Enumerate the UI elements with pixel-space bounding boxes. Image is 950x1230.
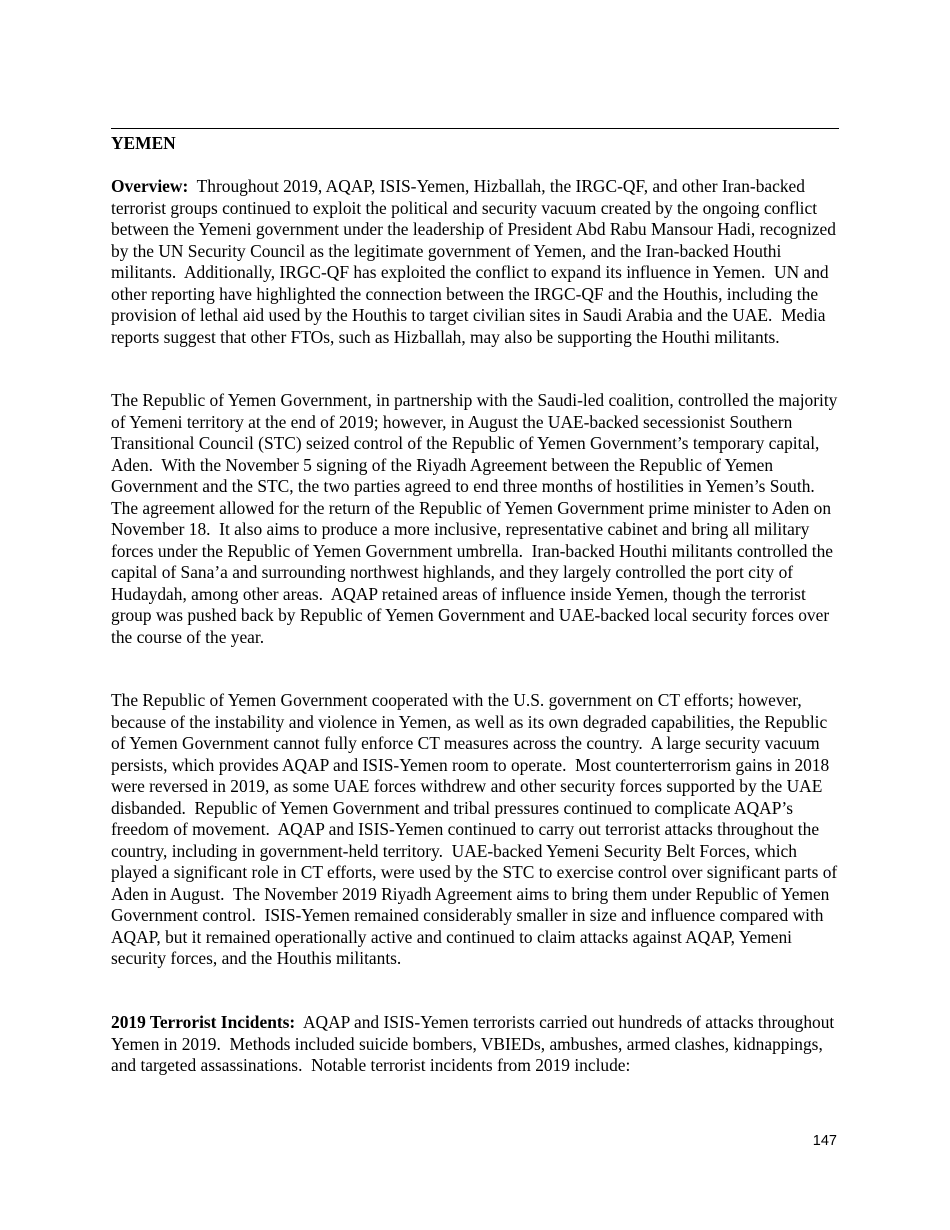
section-title: YEMEN bbox=[111, 133, 176, 153]
control-paragraph: The Republic of Yemen Government, in partnership with the Saudi-led coalition, controlled the majority of Yemeni territory at the end of 2019; however, in August the UAE-backed secessionist Southern Transitional Council (STC) seized control of the Republic of Yemen Government’s temporary capital, Aden. With the November 5 signing of the Riyadh Agreement between the Republic of Yemen Government and the STC, the two parties agreed to end three months of hostilities in Yemen’s South. The agreement allowed for the return of the Republic of Yemen Government prime minister to Aden on November 18. It also aims to produce a more inclusive, representative cabinet and bring all military forces under the Republic of Yemen Government umbrella. Iran-backed Houthi militants controlled the capital of Sana’a and surrounding northwest highlands, and they largely controlled the port city of Hudaydah, among other areas. AQAP retained areas of influence inside Yemen, though the terrorist group was pushed back by Republic of Yemen Government and UAE-backed local security forces over the course of the year. bbox=[111, 390, 842, 647]
cooperation-paragraph: The Republic of Yemen Government cooperated with the U.S. government on CT efforts; however, because of the instability and violence in Yemen, as well as its own degraded capabilities, the Republic of Yemen Government cannot fully enforce CT measures across the country. A large security vacuum persists, which provides AQAP and ISIS-Yemen room to operate. Most counterterrorism gains in 2018 were reversed in 2019, as some UAE forces withdrew and other security forces supported by the UAE disbanded. Republic of Yemen Government and tribal pressures continued to complicate AQAP’s freedom of movement. AQAP and ISIS-Yemen continued to carry out terrorist attacks throughout the country, including in government-held territory. UAE-backed Yemeni Security Belt Forces, which played a significant role in CT efforts, were used by the STC to exercise control over significant parts of Aden in August. The November 2019 Riyadh Agreement aims to bring them under Republic of Yemen Government control. ISIS-Yemen remained considerably smaller in size and influence compared with AQAP, but it remained operationally active and continued to claim attacks against AQAP, Yemeni security forces, and the Houthis militants. bbox=[111, 690, 841, 968]
section-divider bbox=[111, 128, 839, 129]
overview-text: Throughout 2019, AQAP, ISIS-Yemen, Hizballah, the IRGC-QF, and other Iran-backed terrorist groups continued to exploit the political and security vacuum created by the ongoing conflict between the Yemeni government under the leadership of President Abd Rabu Mansour Hadi, recognized by the UN Security Council as the legitimate government of Yemen, and the Iran-backed Houthi militants. Additionally, IRGC-QF has exploited the conflict to expand its influence in Yemen. UN and other reporting have highlighted the connection between the IRGC-QF and the Houthis, including the provision of lethal aid used by the Houthis to target civilian sites in Saudi Arabia and the UAE. Media reports suggest that other FTOs, such as Hizballah, may also be supporting the Houthi militants. bbox=[111, 176, 841, 347]
overview-label: Overview: bbox=[111, 176, 189, 196]
incidents-paragraph bbox=[111, 1012, 839, 1077]
incidents-label: 2019 Terrorist Incidents: bbox=[111, 1012, 296, 1032]
overview-paragraph bbox=[111, 176, 839, 348]
page-number: 147 bbox=[812, 1133, 837, 1149]
incidents-text: AQAP and ISIS-Yemen terrorists carried out hundreds of attacks throughout Yemen in 2019. Methods included suicide bombers, VBIEDs, ambushes, armed clashes, kidnappings, and targeted assassinations. Notable terrorist incidents from 2019 include: bbox=[111, 1012, 838, 1075]
